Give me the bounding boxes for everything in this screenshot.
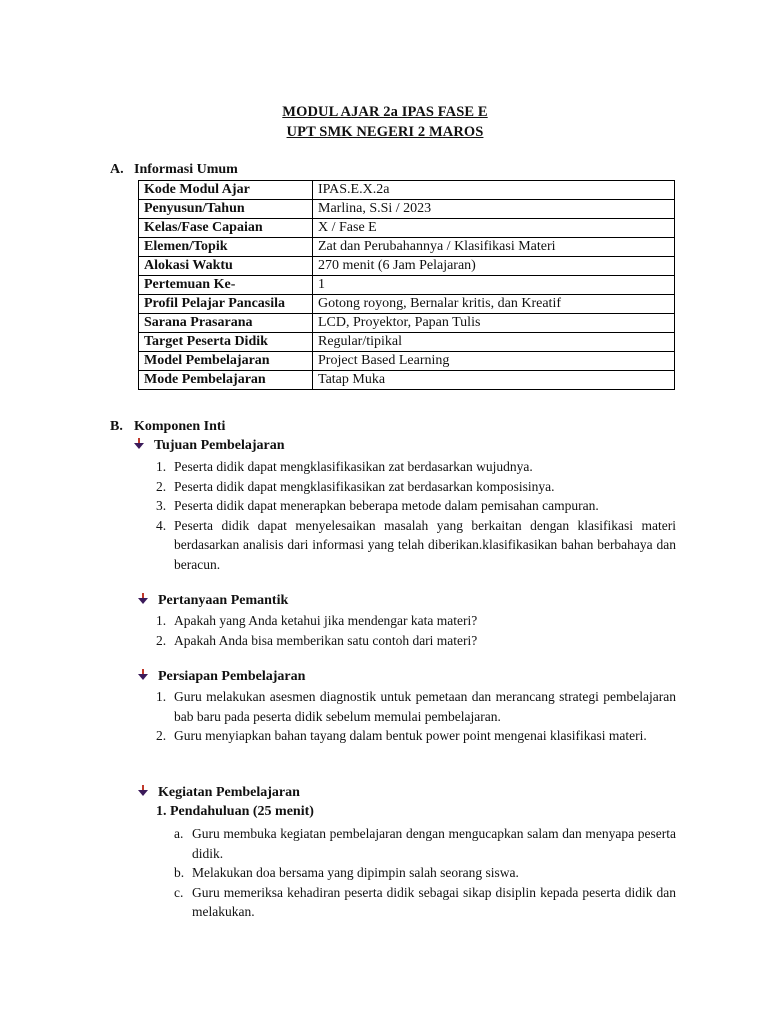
document-title: MODUL AJAR 2a IPAS FASE E [282, 104, 488, 120]
section-b-title: Komponen Inti [134, 419, 226, 434]
list-item-text: Apakah Anda bisa memberikan satu contoh dari materi? [174, 632, 478, 648]
persiapan-list [150, 687, 676, 746]
list-item-number: 1. [156, 689, 167, 704]
section-a-title: Informasi Umum [134, 162, 238, 177]
tujuan-list [150, 457, 676, 574]
list-item-text: menyapa peserta didik. [192, 826, 677, 861]
info-key-cell: Alokasi Waktu [139, 257, 313, 276]
list-item-text: Guru membuka kegiatan pembelajaran dengan mengucapkan salam dan [192, 826, 582, 841]
info-table-row [139, 257, 675, 276]
list-item-number: 2. [156, 478, 167, 494]
list-item-number: 3. [156, 498, 167, 513]
list-item [150, 726, 676, 746]
info-table [138, 180, 675, 390]
section-a-heading [110, 162, 238, 178]
arrow-bullet-icon [138, 593, 148, 605]
list-item-number: c. [174, 884, 184, 900]
list-item-text: Peserta didik dapat menyelesaikan masalah yang berkaitan dengan klasifikasi [174, 517, 634, 533]
list-item-text: Guru memeriksa kehadiran peserta didik sebagai sikap disiplin kepada peserta [192, 884, 621, 900]
persiapan-title: Persiapan Pembelajaran [158, 669, 306, 684]
list-item [150, 631, 676, 651]
info-value-cell: LCD, Proyektor, Papan Tulis [313, 314, 675, 333]
list-item-text: Guru melakukan asesmen diagnostik untuk pemetaan dan merancang strategi [174, 689, 599, 704]
list-item [168, 824, 676, 863]
info-key-cell: Profil Pelajar Pancasila [139, 295, 313, 314]
list-item [168, 863, 676, 883]
info-table-row [139, 219, 675, 238]
pemantik-title: Pertanyaan Pemantik [158, 593, 289, 608]
list-item-text: materi berdasarkan analisis dari informasi yang telah diberikan.klasifikasikan [174, 517, 677, 552]
list-item-number: 4. [156, 517, 167, 533]
list-item-text: materi. [608, 728, 647, 743]
info-value-cell: Marlina, S.Si / 2023 [313, 200, 675, 219]
list-item-text: Peserta didik dapat mengklasifikasikan zat berdasarkan komposisinya. [174, 478, 555, 494]
arrow-bullet-icon [138, 785, 148, 797]
info-table-row [139, 371, 675, 390]
pemantik-list [150, 611, 676, 650]
info-value-cell: X / Fase E [313, 219, 675, 238]
list-item-text: pembelajaran bab baru pada peserta didik sebelum memulai pembelajaran. [174, 689, 677, 724]
list-item-number: a. [174, 826, 184, 841]
list-item [150, 496, 676, 516]
info-value-cell: Tatap Muka [313, 371, 675, 390]
info-table-row [139, 181, 675, 200]
info-table-row [139, 295, 675, 314]
list-item [168, 883, 676, 922]
info-table-row [139, 276, 675, 295]
info-key-cell: Pertemuan Ke- [139, 276, 313, 295]
info-value-cell: Project Based Learning [313, 352, 675, 371]
list-item-text: Melakukan doa bersama yang dipimpin salah seorang siswa. [192, 865, 519, 880]
info-value-cell: 1 [313, 276, 675, 295]
info-key-cell: Kelas/Fase Capaian [139, 219, 313, 238]
list-item-number: b. [174, 865, 185, 880]
list-item [150, 477, 676, 497]
list-item-number: 2. [156, 728, 167, 743]
section-b-letter: B. [110, 419, 123, 434]
tujuan-title: Tujuan Pembelajaran [154, 438, 285, 453]
list-item [150, 687, 676, 726]
list-item-text: Peserta didik dapat mengklasifikasikan zat berdasarkan wujudnya. [174, 459, 533, 474]
list-item [150, 611, 676, 631]
info-key-cell: Target Peserta Didik [139, 333, 313, 352]
list-item-text: Peserta didik dapat menerapkan beberapa metode dalam pemisahan campuran. [174, 498, 599, 513]
info-table-row [139, 238, 675, 257]
section-a-letter: A. [110, 162, 124, 177]
info-key-cell: Elemen/Topik [139, 238, 313, 257]
info-key-cell: Model Pembelajaran [139, 352, 313, 371]
info-value-cell: Regular/tipikal [313, 333, 675, 352]
section-b-heading [110, 419, 225, 435]
info-value-cell: IPAS.E.X.2a [313, 181, 675, 200]
pemantik-heading [138, 593, 288, 609]
info-key-cell: Kode Modul Ajar [139, 181, 313, 200]
info-table-row [139, 314, 675, 333]
list-item [150, 516, 676, 575]
arrow-bullet-icon [138, 669, 148, 681]
pendahuluan-list [168, 824, 676, 922]
list-item-text: Guru menyiapkan bahan tayang dalam bentuk power point mengenai klasifikasi [174, 728, 606, 743]
arrow-bullet-icon [134, 438, 144, 450]
info-table-row [139, 352, 675, 371]
list-item-text: didik dan melakukan. [192, 884, 677, 919]
info-table-row [139, 200, 675, 219]
list-item [150, 457, 676, 477]
list-item-number: 1. [156, 613, 167, 628]
list-item-number: 1. [156, 459, 167, 474]
info-key-cell: Sarana Prasarana [139, 314, 313, 333]
kegiatan-heading [138, 785, 300, 801]
kegiatan-title: Kegiatan Pembelajaran [158, 785, 300, 800]
info-key-cell: Mode Pembelajaran [139, 371, 313, 390]
list-item-text: Apakah yang Anda ketahui jika mendengar kata materi? [174, 613, 478, 628]
pendahuluan-heading: 1. Pendahuluan (25 menit) [156, 804, 314, 819]
info-value-cell: Gotong royong, Bernalar kritis, dan Kreatif [313, 295, 675, 314]
info-value-cell: 270 menit (6 Jam Pelajaran) [313, 257, 675, 276]
tujuan-heading [134, 438, 285, 454]
info-table-row [139, 333, 675, 352]
list-item-number: 2. [156, 632, 167, 648]
document-subtitle: UPT SMK NEGERI 2 MAROS [286, 124, 484, 140]
persiapan-heading [138, 669, 305, 685]
info-key-cell: Penyusun/Tahun [139, 200, 313, 219]
info-value-cell: Zat dan Perubahannya / Klasifikasi Materi [313, 238, 675, 257]
list-item-text: bahan berbahaya dan beracun. [174, 537, 676, 572]
